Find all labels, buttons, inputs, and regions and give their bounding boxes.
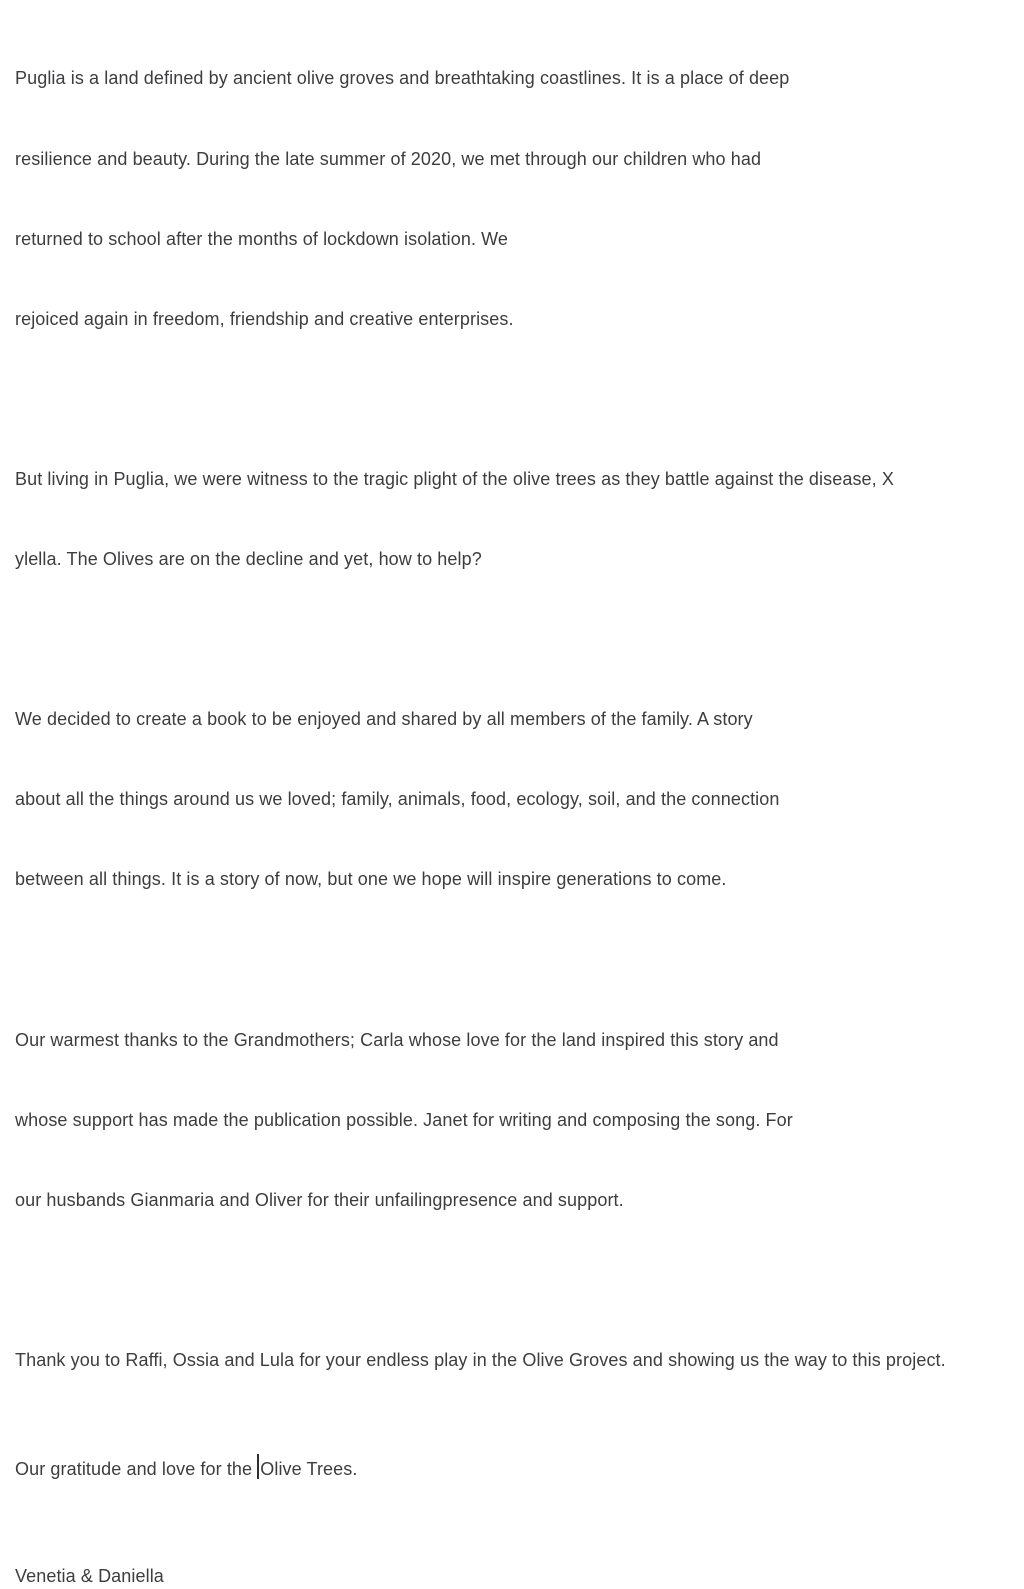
gratitude-text-before-caret: Our gratitude and love for the <box>15 1458 258 1479</box>
paragraph-book <box>15 653 1014 947</box>
gratitude-text-after-caret: Olive Trees. <box>260 1458 358 1479</box>
text-line: We decided to create a book to be enjoyed and shared by all members of the family. A story <box>15 709 753 730</box>
text-line: returned to school after the months of lockdown isolation. We <box>15 228 509 249</box>
text-line: between all things. It is a story of now, but one we hope will inspire generations to come. <box>15 869 727 890</box>
text-line: about all the things around us we loved; family, animals, food, ecology, soil, and the connection <box>15 789 780 810</box>
text-line: But living in Puglia, we were witness to the tragic plight of the olive trees as they battle against the disease, X <box>15 468 894 489</box>
text-line: Thank you to Raffi, Ossia and Lula for your endless play in the Olive Groves and showing us the way to this project. <box>15 1350 946 1371</box>
text-line: ylella. The Olives are on the decline and yet, how to help? <box>15 549 482 570</box>
text-line: resilience and beauty. During the late summer of 2020, we met through our children who had <box>15 148 762 169</box>
paragraph-gratitude <box>15 1454 1014 1483</box>
paragraph-thanks-children <box>15 1294 1014 1428</box>
text-cursor[interactable] <box>257 1454 259 1479</box>
text-line: Puglia is a land defined by ancient olive groves and breathtaking coastlines. It is a place of deep <box>15 68 790 89</box>
text-line: our husbands Gianmaria and Oliver for their unfailingpresence and support. <box>15 1189 624 1210</box>
paragraph-thanks-grandmothers <box>15 973 1014 1267</box>
paragraph-xylella <box>15 413 1014 627</box>
text-line: whose support has made the publication possible. Janet for writing and composing the song. For <box>15 1109 793 1130</box>
paragraph-intro <box>15 12 1014 386</box>
text-line: rejoiced again in freedom, friendship and creative enterprises. <box>15 308 514 329</box>
signature: Venetia & Daniella <box>15 1565 164 1586</box>
text-line: Our warmest thanks to the Grandmothers; Carla whose love for the land inspired this story and <box>15 1029 779 1050</box>
